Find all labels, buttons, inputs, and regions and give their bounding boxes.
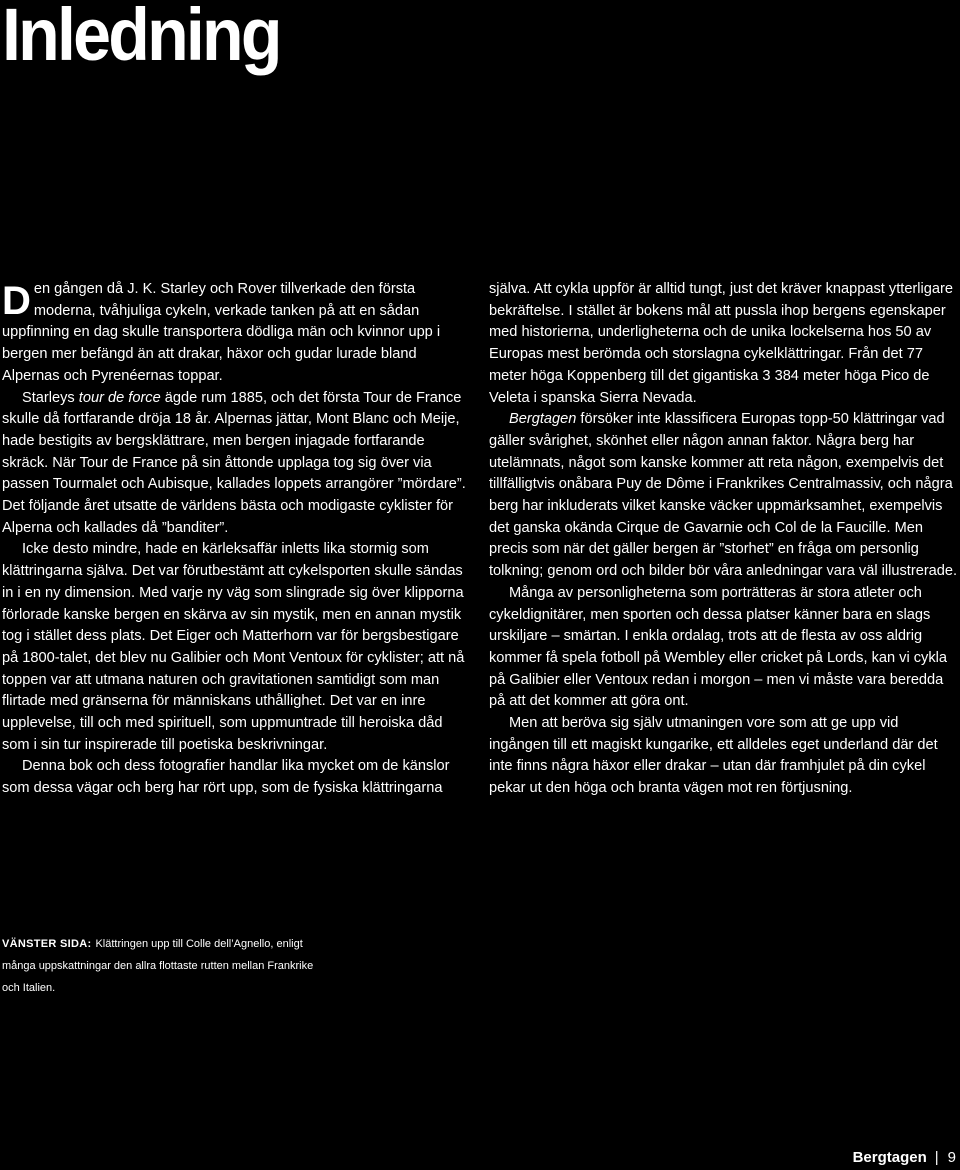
paragraph-starley	[2, 388, 472, 540]
caption-label: VÄNSTER SIDA:	[2, 938, 92, 950]
paragraph-book-emotions: Denna bok och dess fotografier handlar lika mycket om de känslor som dessa vägar och berg har rört upp, som de fysiska klättringarna	[2, 758, 450, 797]
footer-book-title: Bergtagen	[852, 1149, 927, 1166]
intro-paragraph	[2, 279, 472, 388]
paragraph-challenge: Men att beröva sig själv utmaningen vore som att ge upp vid ingången till ett magiskt kungarike, ett alldeles eget underland där det inte finns några häxor eller drakar – utan där framhjulet på din cykel pekar ut den höga och branta vägen mot ren förtjusning.	[489, 715, 938, 797]
emphasis-tour-de-force: tour de force	[78, 389, 161, 406]
photo-caption	[2, 933, 332, 999]
paragraph-classification	[489, 409, 959, 583]
emphasis-bergtagen: Bergtagen	[509, 411, 577, 428]
paragraph-starley-start: Starleys	[22, 389, 79, 406]
drop-cap: D	[2, 279, 31, 323]
paragraph-continuation: själva. Att cykla uppför är alltid tungt, just det kräver knappast ytterligare bekräftelse. I stället är bokens mål att pussla ihop bergens egenskaper med historierna, underligheterna och de unika lockelserna hos 50 av Europas mest berömda och storslagna cykelklättringar. Från det 77 meter höga Koppenberg till det gigantiska 3 384 meter höga Pico de Veleta i spanska Sierra Nevada.	[489, 281, 953, 406]
paragraph-starley-rest: ägde rum 1885, och det första Tour de France skulle då fortfarande dröja 18 år. Alpernas jättar, Mont Blanc och Meije, hade bestigits av bergsklättrare, men bergen injagade fortfarande skräck. När Tour de France på sin åttonde upplaga tog sig över via passen Tourmalet och Aubisque, kallades loppets arrangörer ”mördare”. Det följande året utsatte de världens bästa och modigaste cyklister för Alperna och kallades då ”banditer”.	[2, 389, 466, 536]
intro-paragraph-text: en gången då J. K. Starley och Rover tillverkade den första moderna, tvåhjuliga cykeln, verkade tanken på att en sådan uppfinning en dag skulle transportera dödliga män och kvinnor upp i bergen mer befängd än att drakar, häxor och gudar lurade bland Alpernas och Pyrenéernas toppar.	[2, 281, 441, 384]
page-number: 9	[947, 1149, 956, 1166]
page-title: Inledning	[2, 0, 280, 76]
paragraph-personalities: Många av personligheterna som porträtteras är stora atleter och cykeldignitärer, men sporten och dessa platser känner bara en slags urskiljare – smärtan. I enkla ordalag, trots att de flesta av oss aldrig kommer få spela fotboll på Wembley eller cricket på Lords, kan vi cykla på Galibier eller Ventoux redan i morgon – men vi måste vara beredda på att det kommer att göra ont.	[489, 584, 947, 710]
paragraph-love-affair: Icke desto mindre, hade en kärleksaffär inletts lika stormig som klättringarna själva. Det var förutbestämt att cykelsporten skulle sändas in i en ny dimension. Med varje ny väg som slingrade sig över klipporna förlorade kanske bergen en skärva av sin mystik, men en annan mystik tog i stället dess plats. Det Eiger och Matterhorn var för bergsbestigare på 1800-talet, det blev nu Galibier och Mont Ventoux för cyklister; att nå toppen var att utmana naturen och gravitationen samtidigt som man flirtade med gränserna för människans uthållighet. Det var en inre upplevelse, till och med spirituell, som uppmuntrade till heroiska dåd som i sin tur inspirerade till poetiska beskrivningar.	[2, 541, 465, 753]
caption-text: Klättringen upp till Colle dell’Agnello, enligt många uppskattningar den allra flottaste rutten mellan Frankrike och Italien.	[2, 938, 314, 994]
footer-separator: |	[934, 1149, 939, 1166]
left-text-column	[2, 279, 472, 800]
paragraph-classification-rest: försöker inte klassificera Europas topp-50 klättringar vad gäller svårighet, skönhet eller någon annan faktor. Några berg har utelämnats, något som kanske kommer att reta någon, exempelvis det tillfälligtvis onåbara Puy de Dôme i Frankrikes Centralmassiv, och några berg har inkluderats vilket kanske väcker uppmärksamhet, exempelvis det ganska okända Cirque de Gavarnie och Col de la Faucille. Men precis som när det gäller bergen är ”storhet” en fråga om personlig tolkning; genom ord och bilder bör våra anledningar vara väl illustrerade.	[489, 411, 958, 580]
right-text-column	[489, 279, 959, 800]
page-footer	[853, 1148, 956, 1168]
